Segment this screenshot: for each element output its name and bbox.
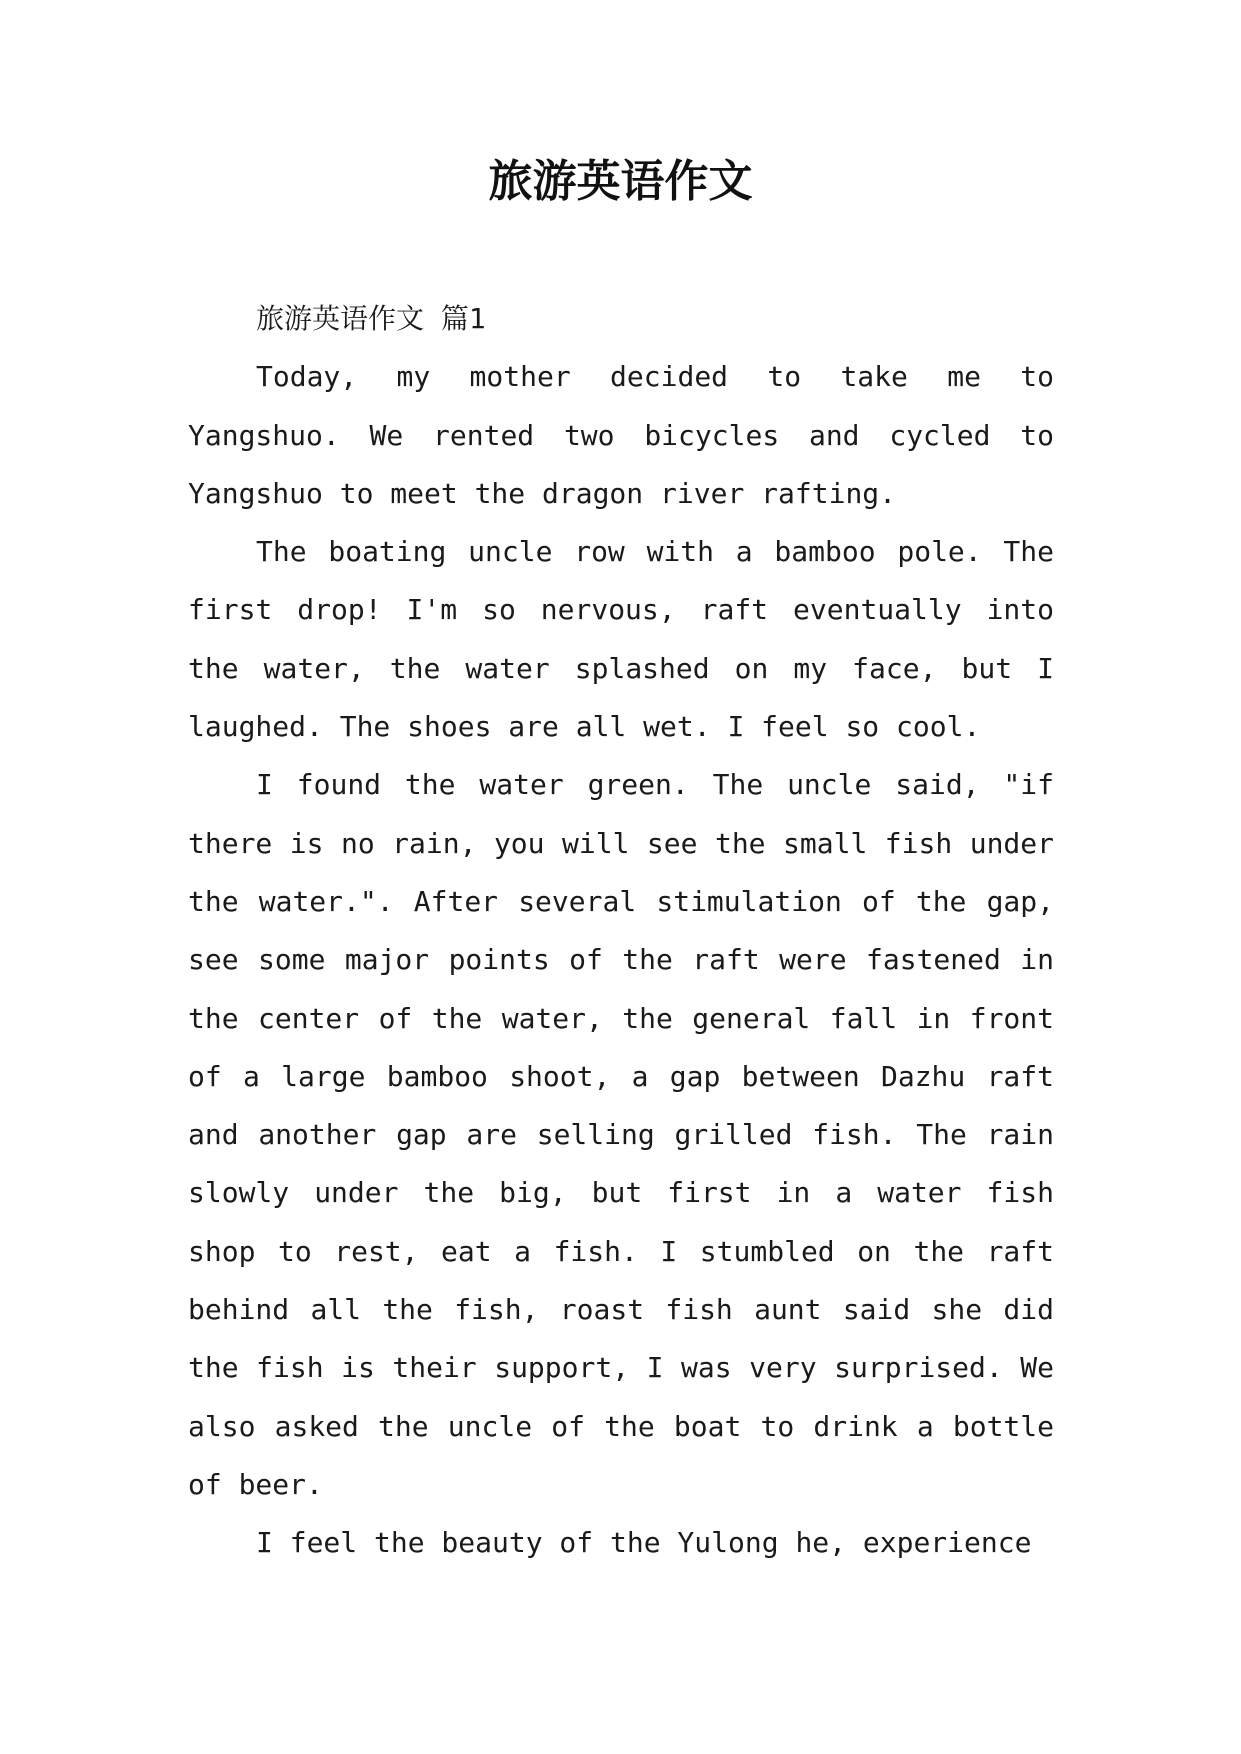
paragraph-4: I feel the beauty of the Yulong he, experience <box>256 1526 1032 1560</box>
document-body <box>188 290 1054 1573</box>
paragraph-3: I found the water green. The uncle said, "if there is no rain, you will see the small fish under the water.". After several stimulation of the gap, see some major points of the raft were fastened in the center of the water, the general fall in front of a large bamboo shoot, a gap between Dazhu raft and another gap are selling grilled fish. The rain slowly under the big, but first in a water fish shop to rest, eat a fish. I stumbled on the raft behind all the fish, roast fish aunt said she did the fish is their support, I was very surprised. We also asked the uncle of the boat to drink a bottle of beer. <box>188 768 1054 1501</box>
paragraph-2: The boating uncle row with a bamboo pole. The first drop! I'm so nervous, raft eventually into the water, the water splashed on my face, but I laughed. The shoes are all wet. I feel so cool. <box>188 535 1054 744</box>
section-heading: 旅游英语作文 篇1 <box>256 302 486 335</box>
document-title: 旅游英语作文 <box>488 156 753 207</box>
paragraph-1: Today, my mother decided to take me to Yangshuo. We rented two bicycles and cycled to Yangshuo to meet the dragon river rafting. <box>188 360 1054 510</box>
